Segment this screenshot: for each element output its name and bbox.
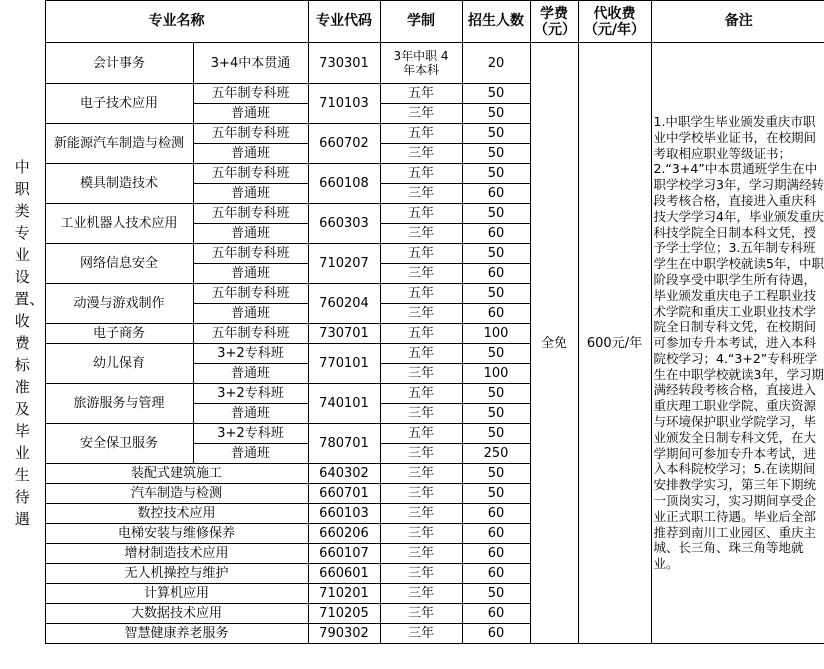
corner-cell bbox=[0, 1, 45, 43]
major-code: 780701 bbox=[308, 424, 380, 464]
major-name: 无人机操控与维护 bbox=[45, 564, 308, 584]
major-code: 640302 bbox=[308, 464, 380, 484]
class-type: 五年制专科班 bbox=[193, 324, 308, 344]
major-code: 660108 bbox=[308, 164, 380, 204]
duration: 五年 bbox=[380, 204, 462, 224]
duration: 五年 bbox=[380, 424, 462, 444]
header-enrollment: 招生人数 bbox=[462, 1, 530, 43]
enrollment-count: 20 bbox=[462, 43, 530, 84]
header-major-name: 专业名称 bbox=[45, 1, 308, 43]
major-code: 660107 bbox=[308, 544, 380, 564]
major-code: 710201 bbox=[308, 584, 380, 604]
enrollment-count: 60 bbox=[462, 184, 530, 204]
enrollment-count: 100 bbox=[462, 364, 530, 384]
header-tuition bbox=[530, 1, 578, 43]
major-name: 动漫与游戏制作 bbox=[45, 284, 193, 324]
major-name: 会计事务 bbox=[45, 43, 193, 84]
duration: 三年 bbox=[380, 184, 462, 204]
enrollment-count: 60 bbox=[462, 604, 530, 624]
class-type: 普通班 bbox=[193, 144, 308, 164]
duration: 五年 bbox=[380, 284, 462, 304]
side-label-text: 中职类专业设置、收费标准及毕业生待遇 bbox=[14, 158, 45, 528]
major-code: 660206 bbox=[308, 524, 380, 544]
duration: 五年 bbox=[380, 244, 462, 264]
duration: 三年 bbox=[380, 404, 462, 424]
fee-value: 600元/年 bbox=[578, 43, 651, 644]
major-name: 电子技术应用 bbox=[45, 84, 193, 124]
major-code: 790302 bbox=[308, 624, 380, 644]
table-row bbox=[0, 43, 824, 84]
tuition-value: 全免 bbox=[530, 43, 578, 644]
duration: 三年 bbox=[380, 504, 462, 524]
major-name: 装配式建筑施工 bbox=[45, 464, 308, 484]
class-type: 普通班 bbox=[193, 364, 308, 384]
enrollment-count: 60 bbox=[462, 504, 530, 524]
header-fee bbox=[578, 1, 651, 43]
enrollment-count: 50 bbox=[462, 384, 530, 404]
major-name: 电梯安装与维修保养 bbox=[45, 524, 308, 544]
major-name: 新能源汽车制造与检测 bbox=[45, 124, 193, 164]
class-type: 普通班 bbox=[193, 104, 308, 124]
enrollment-count: 60 bbox=[462, 264, 530, 284]
duration: 五年 bbox=[380, 384, 462, 404]
header-major-code: 专业代码 bbox=[308, 1, 380, 43]
enrollment-count: 60 bbox=[462, 224, 530, 244]
enrollment-count: 60 bbox=[462, 524, 530, 544]
major-code: 710205 bbox=[308, 604, 380, 624]
header-duration: 学制 bbox=[380, 1, 462, 43]
class-type: 3+4中本贯通 bbox=[193, 43, 308, 84]
class-type: 五年制专科班 bbox=[193, 284, 308, 304]
major-name: 智慧健康养老服务 bbox=[45, 624, 308, 644]
major-code: 710103 bbox=[308, 84, 380, 124]
duration: 三年 bbox=[380, 584, 462, 604]
header-remarks: 备注 bbox=[651, 1, 824, 43]
header-row bbox=[0, 1, 824, 43]
major-code: 660702 bbox=[308, 124, 380, 164]
class-type: 普通班 bbox=[193, 224, 308, 244]
major-name: 增材制造技术应用 bbox=[45, 544, 308, 564]
enrollment-count: 50 bbox=[462, 244, 530, 264]
major-code: 660103 bbox=[308, 504, 380, 524]
duration: 三年 bbox=[380, 604, 462, 624]
major-name: 数控技术应用 bbox=[45, 504, 308, 524]
enrollment-count: 50 bbox=[462, 204, 530, 224]
class-type: 五年制专科班 bbox=[193, 164, 308, 184]
enrollment-count: 50 bbox=[462, 284, 530, 304]
class-type: 普通班 bbox=[193, 444, 308, 464]
major-code: 660701 bbox=[308, 484, 380, 504]
duration: 三年 bbox=[380, 104, 462, 124]
major-code: 770101 bbox=[308, 344, 380, 384]
class-type: 五年制专科班 bbox=[193, 244, 308, 264]
enrollment-count: 50 bbox=[462, 104, 530, 124]
enrollment-count: 60 bbox=[462, 544, 530, 564]
duration: 五年 bbox=[380, 324, 462, 344]
enrollment-count: 50 bbox=[462, 344, 530, 364]
class-type: 普通班 bbox=[193, 184, 308, 204]
enrollment-count: 50 bbox=[462, 464, 530, 484]
side-label bbox=[0, 43, 45, 644]
duration-text: 3年中职 4年本科 bbox=[393, 49, 449, 77]
duration: 三年 bbox=[380, 624, 462, 644]
duration: 三年 bbox=[380, 524, 462, 544]
major-name: 网络信息安全 bbox=[45, 244, 193, 284]
class-type: 普通班 bbox=[193, 304, 308, 324]
duration bbox=[380, 43, 462, 84]
enrollment-count: 50 bbox=[462, 584, 530, 604]
major-name: 汽车制造与检测 bbox=[45, 484, 308, 504]
class-type: 3+2专科班 bbox=[193, 384, 308, 404]
duration: 三年 bbox=[380, 484, 462, 504]
major-code: 730301 bbox=[308, 43, 380, 84]
major-name: 计算机应用 bbox=[45, 584, 308, 604]
header-tuition-label: 学费（元） bbox=[534, 5, 576, 38]
class-type: 3+2专科班 bbox=[193, 424, 308, 444]
major-code: 740101 bbox=[308, 384, 380, 424]
enrollment-count: 50 bbox=[462, 424, 530, 444]
major-name: 幼儿保育 bbox=[45, 344, 193, 384]
duration: 三年 bbox=[380, 544, 462, 564]
remarks-text: 1.中职学生毕业颁发重庆市职业中学校毕业证书，在校期间考取相应职业等级证书；2.“3+4”中本贯通班学生在中职学校学习3年，学习期满经转段考核合格，直接进入重庆科技大学学习4年，毕业颁发重庆科技学院全日制本科文凭，授予学士学位；3.五年制专科班学生在中职学校就读5年，中职阶段享受中职学生所有待遇，毕业颁发重庆电子工程职业技术学院和重庆工业职业技术学院全日制专科文凭，在校期间可参加专升本考试，进入本科院校学习；4.“3+2”专科班学生在中职学校就读3年，学习期满经转段考核合格，直接进入重庆理工职业学院、重庆资源与环境保护职业学院学习，毕业颁发全日制专科文凭，在大学期间可参加专升本考试，进入本科院校学习；5.在读期间安排教学实习，第三年下期统一顶岗实习，实习期间享受企业正式职工待遇。毕业后全部推荐到南川工业园区、重庆主城、长三角、珠三角等地就业。 bbox=[651, 43, 824, 644]
class-type: 五年制专科班 bbox=[193, 124, 308, 144]
class-type: 普通班 bbox=[193, 404, 308, 424]
class-type: 五年制专科班 bbox=[193, 84, 308, 104]
major-code: 760204 bbox=[308, 284, 380, 324]
duration: 五年 bbox=[380, 124, 462, 144]
major-code: 710207 bbox=[308, 244, 380, 284]
duration: 三年 bbox=[380, 564, 462, 584]
enrollment-count: 50 bbox=[462, 144, 530, 164]
duration: 三年 bbox=[380, 364, 462, 384]
major-code: 730701 bbox=[308, 324, 380, 344]
duration: 三年 bbox=[380, 464, 462, 484]
major-code: 660601 bbox=[308, 564, 380, 584]
class-type: 五年制专科班 bbox=[193, 204, 308, 224]
enrollment-count: 50 bbox=[462, 84, 530, 104]
enrollment-count: 50 bbox=[462, 484, 530, 504]
duration: 三年 bbox=[380, 264, 462, 284]
major-name: 模具制造技术 bbox=[45, 164, 193, 204]
enrollment-count: 100 bbox=[462, 324, 530, 344]
duration: 五年 bbox=[380, 344, 462, 364]
major-name: 电子商务 bbox=[45, 324, 193, 344]
enrollment-count: 60 bbox=[462, 624, 530, 644]
duration: 三年 bbox=[380, 144, 462, 164]
enrollment-count: 250 bbox=[462, 444, 530, 464]
enrollment-count: 50 bbox=[462, 404, 530, 424]
class-type: 3+2专科班 bbox=[193, 344, 308, 364]
enrollment-count: 60 bbox=[462, 564, 530, 584]
enrollment-count: 50 bbox=[462, 164, 530, 184]
duration: 三年 bbox=[380, 304, 462, 324]
duration: 三年 bbox=[380, 444, 462, 464]
header-fee-label: 代收费（元/年） bbox=[583, 5, 646, 38]
major-name: 工业机器人技术应用 bbox=[45, 204, 193, 244]
duration: 五年 bbox=[380, 164, 462, 184]
enrollment-count: 60 bbox=[462, 304, 530, 324]
duration: 三年 bbox=[380, 224, 462, 244]
enrollment-count: 50 bbox=[462, 124, 530, 144]
major-name: 大数据技术应用 bbox=[45, 604, 308, 624]
major-code: 660303 bbox=[308, 204, 380, 244]
major-name: 安全保卫服务 bbox=[45, 424, 193, 464]
class-type: 普通班 bbox=[193, 264, 308, 284]
major-name: 旅游服务与管理 bbox=[45, 384, 193, 424]
duration: 五年 bbox=[380, 84, 462, 104]
